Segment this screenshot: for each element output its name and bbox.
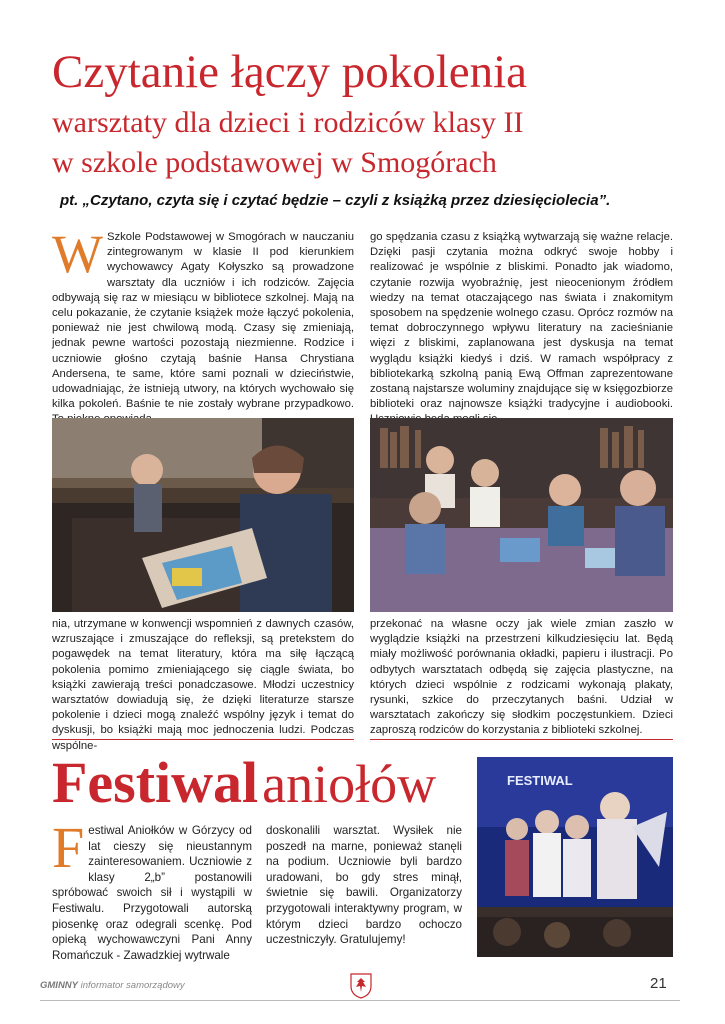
festival-title-word-1: Festiwal — [52, 750, 259, 815]
festival-title-word-2: aniołów — [262, 754, 437, 814]
article-tagline: pt. „Czytano, czyta się i czytać będzie – czyli z książką przez dziesięciolecia”. — [60, 192, 611, 209]
festival-column-1 — [52, 815, 252, 963]
subtitle-line-1: warsztaty dla dzieci i rodziców klasy II — [52, 106, 524, 139]
article-subtitle — [52, 103, 692, 183]
paragraph: estiwal Aniołków w Górzycy od lat cieszy się nieustannym zainteresowaniem. Uczniowie z klasy 2„b” postanowili spróbować swoich sił i wystąpili w Festiwalu. Przygotowali autorską piosenkę oraz odegrali scenkę. Pod opieką wychowawczyni Pani Anny Romańczuk - Zawadzkiej wytrwale — [52, 824, 252, 962]
paragraph: przekonać na własne oczy jak wiele zmian zaszło w wyglądzie książki na przestrzeni kilkudziesięciu lat. Będą miały możliwość porównania okładki, papieru i ilustracji. Po odbytych warsztatach odbędą się zajęcia plastyczne, na których dzieci wspólnie z rodzicami wykonają plakaty, rysunki, szkice do przeczytanych baśni. Udział w warsztatach zakończy się słodkim poczęstunkiem. Dzieci zaproszą rodziców do korzystania z biblioteki szkolnej. — [370, 618, 673, 737]
page-number: 21 — [650, 975, 667, 992]
footer-divider — [40, 1000, 680, 1001]
paragraph: go spędzania czasu z książką wytwarzają się ważne relacje. Dzięki pasji czytania można odkryć swoje hobby i realizować je wspólnie z bliskimi. Ponadto jak wiadomo, czytanie rozwija wyobraźnię, jest nieocenionym źródłem wiedzy na temat otaczającego nas świata i znakomitym sposobem na spędzenie wolnego czasu. Oprócz rozmów na temat dobroczynnego wpływu literatury na zacieśnianie więzi z bliskimi, zaplanowana jest dyskusja na temat wyglądu książki kiedyś i dziś. W ramach współpracy z bibliotekarką szkolną panią Ewą Offman zaprezentowane zostaną najstarsze woluminy znajdujące się w księgozbiorze biblioteki oraz najnowsze książki tradycyjne i audiobooki. — [370, 231, 673, 411]
festival-title — [52, 748, 436, 833]
paragraph: doskonalili warsztat. Wysiłek nie poszedł na marne, ponieważ stanęli na podium. Uczniowie byli bardzo uradowani, bo gdy stres minął, świetnie się bawili. Organizatorzy przygotowali interaktywny program, w którym dzieci bardzo ochoczo uczestniczyły. Gratulujemy! — [266, 824, 462, 947]
photo-festival-stage — [477, 757, 673, 957]
footer-brand: GMINNY — [40, 980, 78, 991]
article-column-1-top — [52, 224, 354, 428]
paragraph: nia, utrzymane w konwencji wspomnień z dawnych czasów, wzruszające i zmuszające do refleksji, są pretekstem do pogawędek na temat literatury, która ma siłę łączącą pokolenia pomimo zmieniającego się ciągle świata, bo książki zawierają treści ponadczasowe. Młodzi uczestnicy warsztatów dowiadują się, że dzięki literaturze starsze pokolenie i dzieci mogą znaleźć wspólny język i temat do dyskusji, bo książki mają moc jednoczenia ludzi. Podczas wspólne- — [52, 618, 354, 752]
article-column-2-bottom — [370, 617, 673, 739]
dropcap-w: W — [52, 224, 103, 284]
paragraph: Szkole Podstawowej w Smogórach w nauczaniu zintegrowanym w klasie II pod kierunkiem wychowawcy Agaty Kołyszko są prowadzone warsztaty dla uczniów i ich rodziców. Zajęcia odbywają się raz w miesiącu w bibliotece szkolnej. Mają na celu pokazanie, że czytanie książek może łączyć pokolenia, ponieważ nie jest chwilową modą. Czasy się zmieniają, jednak pewne wartości pozostają niezmienne. Rodzice i uczniowie głośno czytają baśnie Hansa Chrystiana Andersena, te same, które sami poznali w dzieciństwie, udowadniając, że istnieją utwory, na których wychowało się kilka pokoleń. Baśnie te nie zostały wybrane przypadkowo. — [52, 231, 354, 411]
article-column-1-bottom — [52, 617, 354, 754]
subtitle-line-2: w szkole podstawowej w Smogórach — [52, 146, 497, 179]
divider — [370, 739, 673, 740]
coat-of-arms-icon — [350, 973, 372, 999]
article-column-2-top — [370, 230, 673, 428]
festival-column-2 — [266, 823, 462, 948]
divider — [52, 739, 354, 740]
festival-banner-text: FESTIWAL — [507, 773, 573, 788]
photo-reading-adult-child — [52, 418, 354, 612]
article-title: Czytanie łączy pokolenia — [52, 46, 528, 98]
footer-tagline: informator samorządowy — [78, 980, 185, 991]
footer-publication — [40, 980, 185, 991]
photo-children-reading — [370, 418, 673, 612]
dropcap-f: F — [52, 815, 85, 880]
